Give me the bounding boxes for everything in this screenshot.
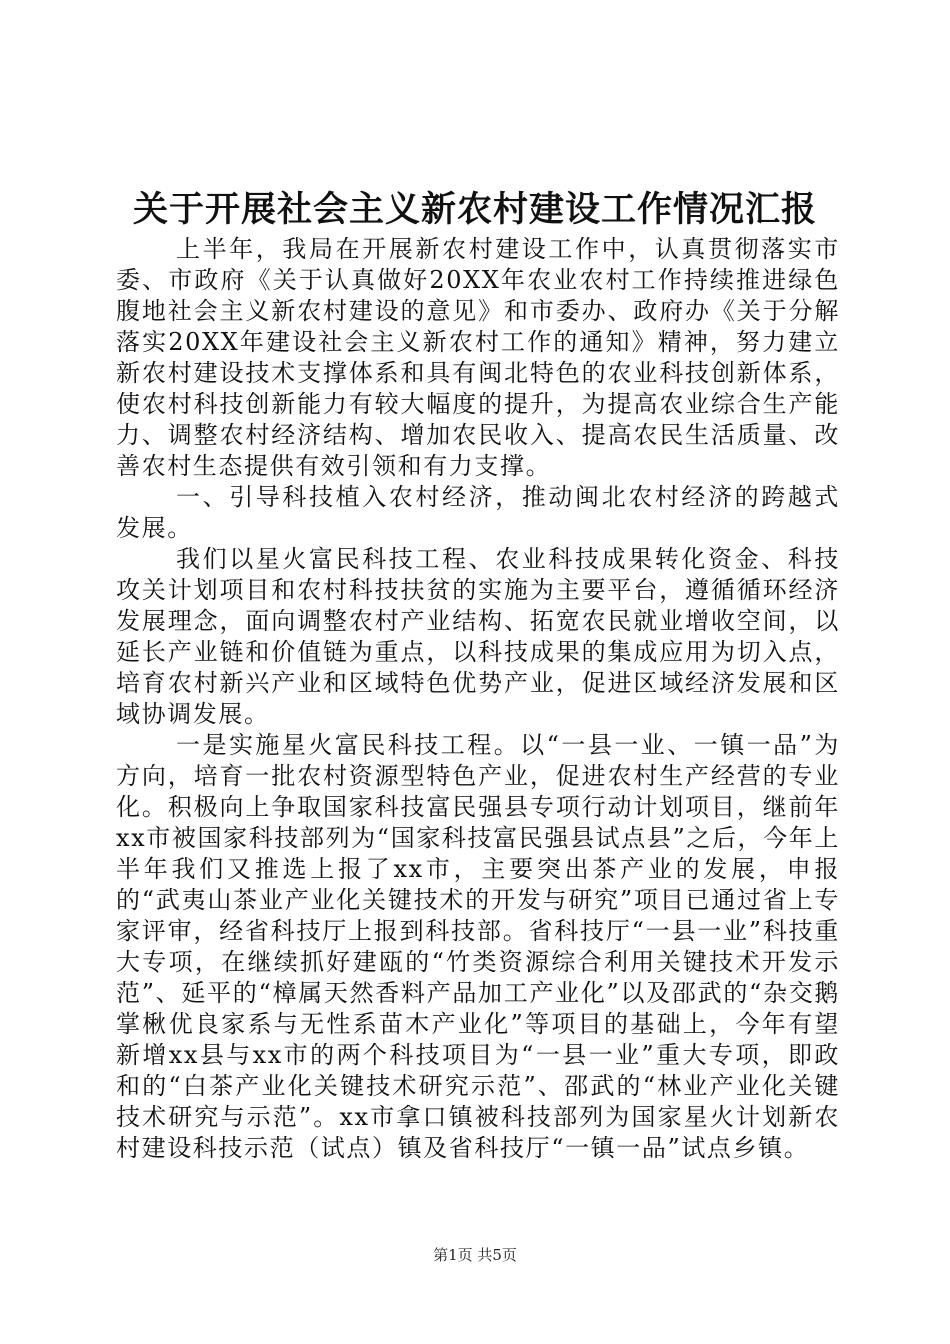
- paragraph-spark-project: 一是实施星火富民科技工程。以“一县一业、一镇一品”为方向，培育一批农村资源型特色产业，促进农村生产经营的专业化。积极向上争取国家科技富民强县专项行动计划项目，继前年xx市被国家科技部列为“国家科技富民强县试点县”之后，今年上半年我们又推选上报了xx市，主要突出茶产业的发展，申报的“武夷山茶业产业化关键技术的开发与研究”项目已通过省上专家评审，经省科技厅上报到科技部。省科技厅“一县一业”科技重大专项，在继续抓好建瓯的“竹类资源综合利用关键技术开发示范”、延平的“樟属天然香料产品加工产业化”以及邵武的“杂交鹅掌楸优良家系与无性系苗木产业化”等项目的基础上，今年有望新增xx县与xx市的两个科技项目为“一县一业”重大专项，即政和的“白茶产业化关键技术研究示范”、邵武的“林业产业化关键技术研究与示范”。xx市拿口镇被科技部列为国家星火计划新农村建设科技示范（试点）镇及省科技厅“一镇一品”试点乡镇。: [116, 731, 840, 1162]
- paragraph-platform: 我们以星火富民科技工程、农业科技成果转化资金、科技攻关计划项目和农村科技扶贫的实施为主要平台，遵循循环经济发展理念，面向调整农村产业结构、拓宽农民就业增收空间，以延长产业链和价值链为重点，以科技成果的集成应用为切入点，培育农村新兴产业和区域特色优势产业，促进区域经济发展和区域协调发展。: [116, 545, 840, 728]
- document-title: 关于开展社会主义新农村建设工作情况汇报: [132, 190, 817, 230]
- paragraph-intro: 上半年，我局在开展新农村建设工作中，认真贯彻落实市委、市政府《关于认真做好20XX年农业农村工作持续推进绿色腹地社会主义新农村建设的意见》和市委办、政府办《关于分解落实20XX年建设社会主义新农村工作的通知》精神，努力建立新农村建设技术支撑体系和具有闽北特色的农业科技创新体系，使农村科技创新能力有较大幅度的提升，为提高农业综合生产能力、调整农村经济结构、增加农民收入、提高农民生活质量、改善农村生态提供有效引领和有力支撑。: [116, 235, 840, 480]
- page-footer: 第1页 共5页: [433, 1246, 517, 1264]
- paragraph-section-heading: 一、引导科技植入农村经济，推动闽北农村经济的跨越式发展。: [116, 483, 840, 542]
- document-body: [116, 234, 840, 1164]
